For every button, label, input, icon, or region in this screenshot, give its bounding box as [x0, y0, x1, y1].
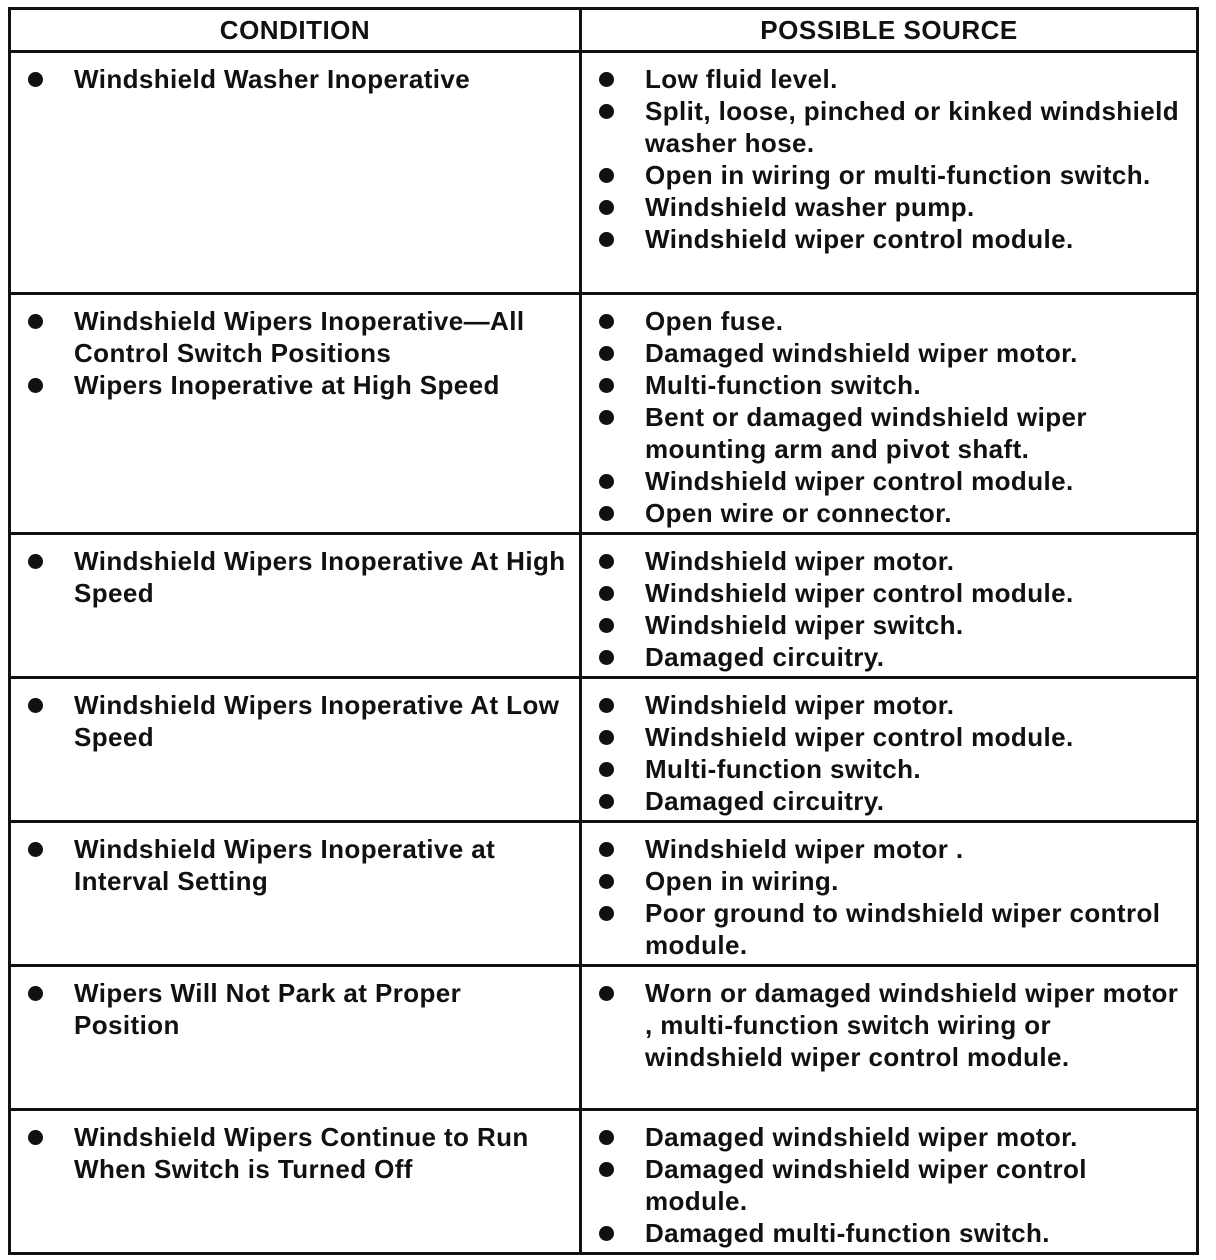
- bullet-icon: [28, 378, 43, 393]
- bullet-icon: [599, 794, 614, 809]
- condition-cell: [10, 966, 581, 1110]
- condition-cell-list: [11, 1121, 579, 1185]
- source-item: [582, 577, 1196, 609]
- source-cell: [581, 1110, 1198, 1254]
- source-item: [582, 497, 1196, 529]
- bullet-icon: [599, 378, 614, 393]
- bullet-icon: [599, 842, 614, 857]
- source-item: [582, 833, 1196, 865]
- condition-item: [11, 833, 579, 897]
- bullet-icon: [28, 698, 43, 713]
- bullet-icon: [28, 314, 43, 329]
- source-item: [582, 337, 1196, 369]
- bullet-icon: [599, 200, 614, 215]
- condition-item: [11, 1121, 579, 1185]
- source-item: [582, 865, 1196, 897]
- source-item-text: Open wire or connector.: [645, 498, 952, 528]
- source-item: [582, 159, 1196, 191]
- bullet-icon: [599, 698, 614, 713]
- source-item: [582, 1121, 1196, 1153]
- bullet-icon: [599, 474, 614, 489]
- condition-item-text: Windshield Wipers Inoperative at Interval Setting: [74, 834, 496, 896]
- condition-item-text: Windshield Wipers Inoperative—All Control Switch Positions: [74, 306, 525, 368]
- table-body: [10, 52, 1198, 1254]
- bullet-icon: [28, 72, 43, 87]
- source-item: [582, 545, 1196, 577]
- condition-header: CONDITION: [10, 9, 581, 52]
- source-cell: [581, 822, 1198, 966]
- source-item: [582, 977, 1196, 1073]
- bullet-icon: [599, 314, 614, 329]
- source-item: [582, 63, 1196, 95]
- condition-cell-list: [11, 689, 579, 753]
- source-item: [582, 753, 1196, 785]
- condition-cell: [10, 294, 581, 534]
- source-item: [582, 465, 1196, 497]
- bullet-icon: [599, 906, 614, 921]
- source-item-text: Windshield wiper control module.: [645, 722, 1074, 752]
- bullet-icon: [599, 168, 614, 183]
- bullet-icon: [28, 986, 43, 1001]
- source-cell-list: [582, 63, 1196, 255]
- condition-item: [11, 305, 579, 369]
- condition-item: [11, 689, 579, 753]
- source-item: [582, 689, 1196, 721]
- condition-cell: [10, 52, 581, 294]
- source-cell: [581, 52, 1198, 294]
- source-item-text: Open fuse.: [645, 306, 784, 336]
- bullet-icon: [599, 1226, 614, 1241]
- source-item-text: Damaged circuitry.: [645, 642, 885, 672]
- source-item: [582, 1153, 1196, 1217]
- source-cell: [581, 294, 1198, 534]
- source-item-text: Split, loose, pinched or kinked windshield washer hose.: [645, 96, 1179, 158]
- bullet-icon: [28, 842, 43, 857]
- condition-cell: [10, 1110, 581, 1254]
- bullet-icon: [599, 618, 614, 633]
- source-item: [582, 95, 1196, 159]
- bullet-icon: [28, 1130, 43, 1145]
- source-item: [582, 191, 1196, 223]
- table-row: [10, 294, 1198, 534]
- source-item: [582, 1217, 1196, 1249]
- source-cell-list: [582, 1121, 1196, 1249]
- source-item-text: Damaged windshield wiper control module.: [645, 1154, 1087, 1216]
- source-item: [582, 897, 1196, 961]
- bullet-icon: [599, 506, 614, 521]
- source-item-text: Windshield wiper motor.: [645, 546, 955, 576]
- bullet-icon: [599, 232, 614, 247]
- source-item-text: Open in wiring.: [645, 866, 839, 896]
- condition-cell-list: [11, 977, 579, 1041]
- condition-item: [11, 977, 579, 1041]
- condition-item: [11, 369, 579, 401]
- condition-item-text: Windshield Wipers Inoperative At Low Speed: [74, 690, 560, 752]
- source-item-text: Windshield wiper control module.: [645, 224, 1074, 254]
- source-cell-list: [582, 545, 1196, 673]
- source-cell-list: [582, 977, 1196, 1073]
- bullet-icon: [599, 730, 614, 745]
- bullet-icon: [599, 554, 614, 569]
- bullet-icon: [599, 762, 614, 777]
- source-item: [582, 609, 1196, 641]
- source-cell: [581, 678, 1198, 822]
- source-item: [582, 641, 1196, 673]
- source-item-text: Damaged circuitry.: [645, 786, 885, 816]
- bullet-icon: [599, 650, 614, 665]
- bullet-icon: [599, 104, 614, 119]
- condition-item-text: Wipers Will Not Park at Proper Position: [74, 978, 462, 1040]
- bullet-icon: [599, 72, 614, 87]
- table-row: [10, 1110, 1198, 1254]
- source-item-text: Windshield wiper motor.: [645, 690, 955, 720]
- possible-source-header: POSSIBLE SOURCE: [581, 9, 1198, 52]
- source-cell-list: [582, 689, 1196, 817]
- source-item: [582, 401, 1196, 465]
- condition-cell-list: [11, 833, 579, 897]
- source-item-text: Windshield washer pump.: [645, 192, 975, 222]
- table-row: [10, 52, 1198, 294]
- table-row: [10, 678, 1198, 822]
- condition-item-text: Windshield Wipers Inoperative At High Speed: [74, 546, 566, 608]
- bullet-icon: [599, 410, 614, 425]
- condition-cell-list: [11, 305, 579, 401]
- source-cell: [581, 966, 1198, 1110]
- table-row: [10, 534, 1198, 678]
- source-item-text: Windshield wiper switch.: [645, 610, 964, 640]
- condition-cell: [10, 822, 581, 966]
- source-cell: [581, 534, 1198, 678]
- source-item-text: Windshield wiper control module.: [645, 578, 1074, 608]
- source-item: [582, 223, 1196, 255]
- source-item-text: Damaged windshield wiper motor.: [645, 338, 1078, 368]
- condition-item-text: Windshield Washer Inoperative: [74, 64, 471, 94]
- source-item: [582, 305, 1196, 337]
- condition-cell-list: [11, 545, 579, 609]
- source-item-text: Poor ground to windshield wiper control module.: [645, 898, 1161, 960]
- bullet-icon: [599, 346, 614, 361]
- source-item-text: Windshield wiper motor .: [645, 834, 964, 864]
- bullet-icon: [599, 986, 614, 1001]
- bullet-icon: [599, 874, 614, 889]
- condition-cell: [10, 678, 581, 822]
- condition-item: [11, 63, 579, 95]
- source-item-text: Multi-function switch.: [645, 754, 921, 784]
- condition-item-text: Wipers Inoperative at High Speed: [74, 370, 500, 400]
- source-item-text: Worn or damaged windshield wiper motor , multi-function switch wiring or windshield wiper control module.: [645, 978, 1179, 1072]
- source-item-text: Damaged multi-function switch.: [645, 1218, 1050, 1248]
- bullet-icon: [28, 554, 43, 569]
- source-cell-list: [582, 305, 1196, 529]
- source-item-text: Windshield wiper control module.: [645, 466, 1074, 496]
- source-item: [582, 369, 1196, 401]
- source-cell-list: [582, 833, 1196, 961]
- condition-cell: [10, 534, 581, 678]
- header-row: [10, 9, 1198, 52]
- table-row: [10, 966, 1198, 1110]
- bullet-icon: [599, 1162, 614, 1177]
- condition-item: [11, 545, 579, 609]
- bullet-icon: [599, 586, 614, 601]
- condition-cell-list: [11, 63, 579, 95]
- table-row: [10, 822, 1198, 966]
- condition-item-text: Windshield Wipers Continue to Run When Switch is Turned Off: [74, 1122, 529, 1184]
- source-item-text: Bent or damaged windshield wiper mounting arm and pivot shaft.: [645, 402, 1087, 464]
- source-item-text: Multi-function switch.: [645, 370, 921, 400]
- source-item-text: Damaged windshield wiper motor.: [645, 1122, 1078, 1152]
- source-item: [582, 785, 1196, 817]
- diagnosis-table: [8, 7, 1199, 1255]
- source-item: [582, 721, 1196, 753]
- bullet-icon: [599, 1130, 614, 1145]
- source-item-text: Open in wiring or multi-function switch.: [645, 160, 1151, 190]
- source-item-text: Low fluid level.: [645, 64, 838, 94]
